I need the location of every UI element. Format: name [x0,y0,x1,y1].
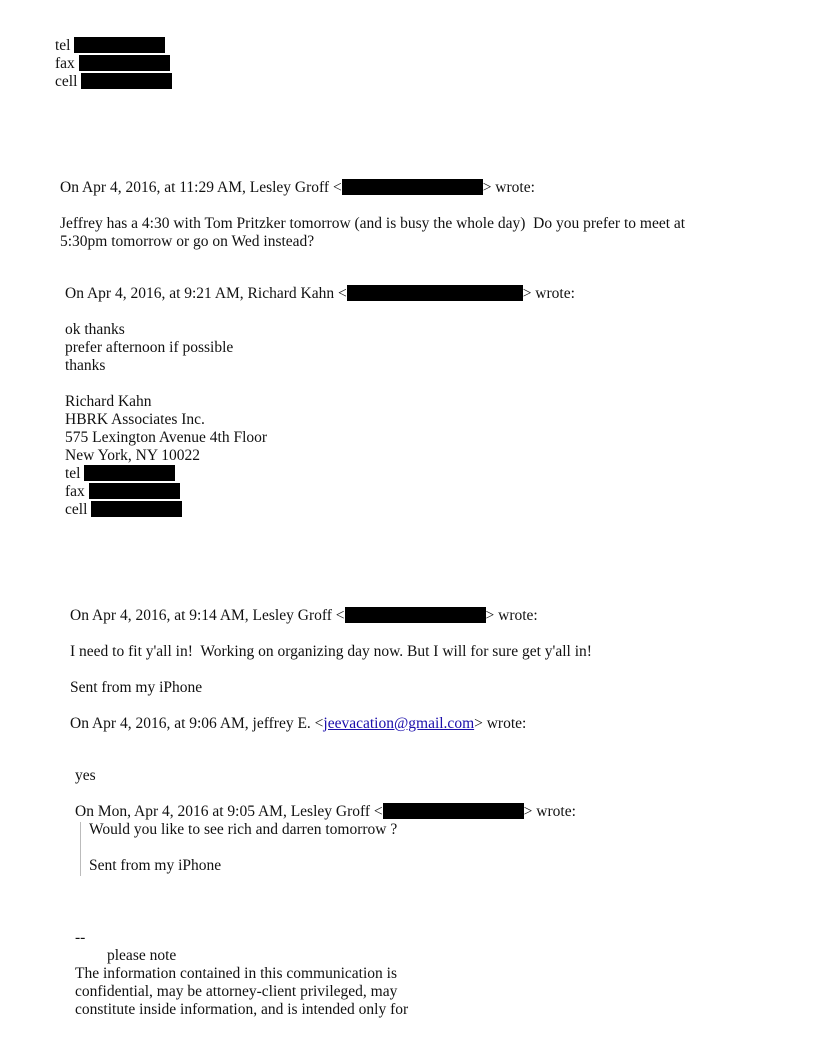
redaction-box [345,607,486,623]
top-fax-line [55,55,170,73]
tel-label: tel [55,37,71,54]
msg4-header-suffix: > wrote: [474,715,527,732]
top-cell-line [55,73,172,91]
signature-tel-line [65,465,175,483]
msg2-body-line: thanks [65,357,106,374]
signature-cell-line [65,501,182,519]
redaction-box [84,465,175,481]
footer-note: please note [107,947,177,964]
msg2-header-suffix: > wrote: [522,285,575,302]
fax-label: fax [55,55,75,72]
redaction-box [91,501,182,517]
msg5-quote-line: Would you like to see rich and darren tomorrow ? [89,821,398,838]
msg2-header [65,285,575,303]
footer-dashes: -- [75,929,86,946]
footer-line: confidential, may be attorney-client privileged, may [75,983,398,1000]
msg2-header-prefix: On Apr 4, 2016, at 9:21 AM, Richard Kahn < [65,285,347,302]
signature-company: HBRK Associates Inc. [65,411,205,428]
cell-label: cell [55,73,78,90]
signature-address: 575 Lexington Avenue 4th Floor [65,429,268,446]
footer-line: The information contained in this communication is [75,965,397,982]
msg4-header-prefix: On Apr 4, 2016, at 9:06 AM, jeffrey E. < [70,715,324,732]
signature-city: New York, NY 10022 [65,447,201,464]
msg4-body: yes [75,767,96,784]
msg3-sent-from: Sent from my iPhone [70,679,203,696]
redaction-box [347,285,523,301]
redaction-box [342,179,483,195]
tel-label: tel [65,465,81,482]
msg5-header-prefix: On Mon, Apr 4, 2016 at 9:05 AM, Lesley Groff < [75,803,383,820]
redaction-box [81,73,172,89]
msg3-header [70,607,538,625]
redaction-box [383,803,524,819]
msg3-line1: I need to fit y'all in! Working on organizing day now. But I will for sure get y'all in! [70,643,592,660]
msg1-header-suffix: > wrote: [482,179,535,196]
msg5-header [75,803,576,821]
signature-name: Richard Kahn [65,393,152,410]
msg2-body-line: ok thanks [65,321,125,338]
msg2-body-line: prefer afternoon if possible [65,339,234,356]
signature-fax-line [65,483,180,501]
footer-line: constitute inside information, and is intended only for [75,1001,409,1018]
msg5-header-suffix: > wrote: [523,803,576,820]
redaction-box [89,483,180,499]
top-tel-line [55,37,165,55]
msg3-header-suffix: > wrote: [485,607,538,624]
msg1-line2: 5:30pm tomorrow or go on Wed instead? [60,233,315,250]
msg1-line1: Jeffrey has a 4:30 with Tom Pritzker tomorrow (and is busy the whole day) Do you prefer to meet at [60,215,686,232]
msg5-sent-from: Sent from my iPhone [89,857,222,874]
msg3-header-prefix: On Apr 4, 2016, at 9:14 AM, Lesley Groff < [70,607,345,624]
cell-label: cell [65,501,88,518]
msg1-header-prefix: On Apr 4, 2016, at 11:29 AM, Lesley Groff < [60,179,342,196]
fax-label: fax [65,483,85,500]
msg4-header [70,715,526,733]
quote-bar [80,822,81,876]
redaction-box [79,55,170,71]
msg1-header [60,179,535,197]
email-link[interactable]: jeevacation@gmail.com [323,715,475,732]
redaction-box [74,37,165,53]
